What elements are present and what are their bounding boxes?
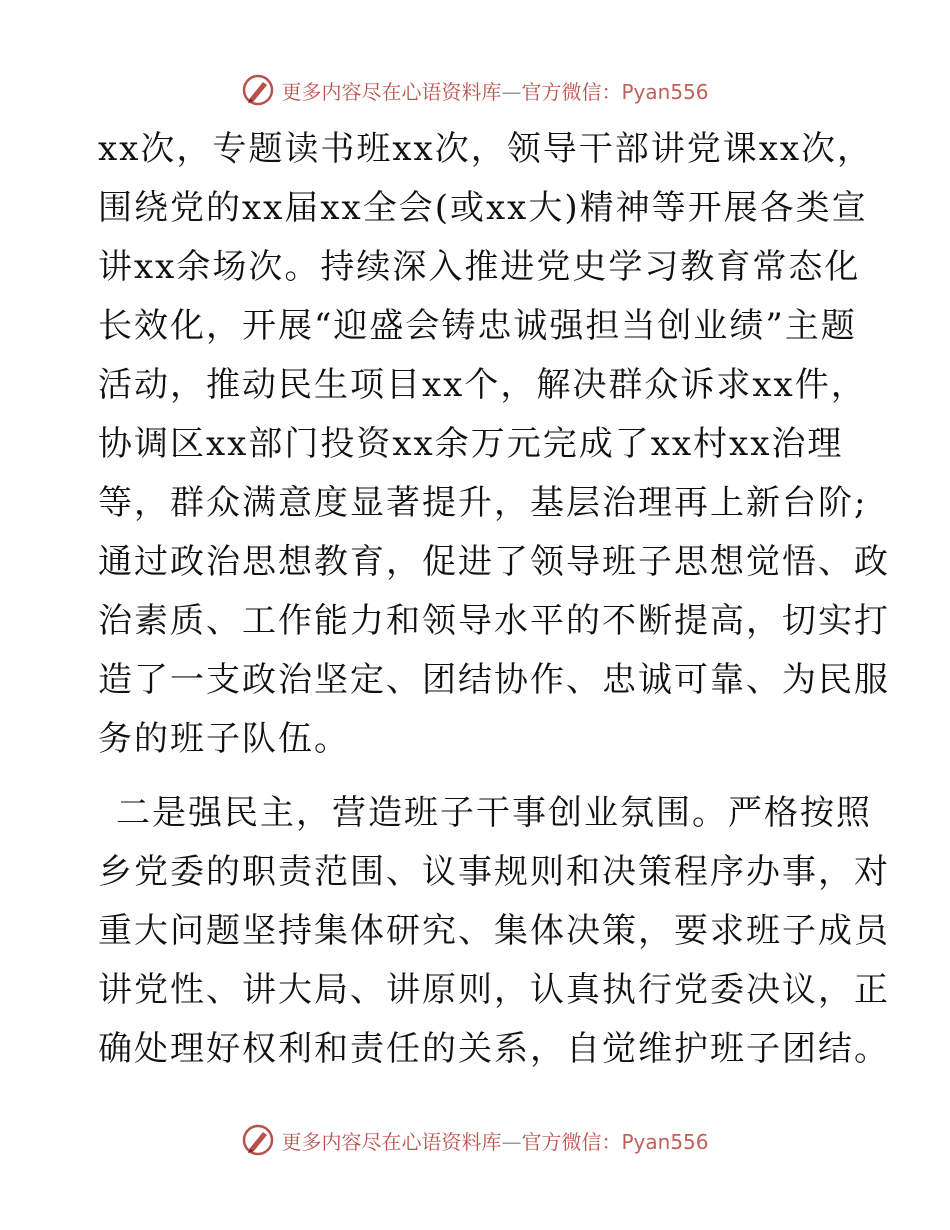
footer-watermark	[0, 1120, 950, 1160]
text-line: 讲xx余场次。持续深入推进党史学习教育常态化	[98, 247, 861, 287]
paragraph-gap	[98, 769, 858, 784]
paragraph-1	[98, 120, 890, 769]
text-line: 通过政治思想教育，促进了领导班子思想觉悟、政	[98, 542, 890, 582]
header-wechat-label: 官方微信：	[521, 79, 622, 104]
header-watermark	[0, 70, 950, 110]
paragraph-2	[98, 784, 890, 1079]
text-line: 活动，推动民生项目xx个，解决群众诉求xx件，	[98, 365, 867, 405]
text-line: 确处理好权利和责任的关系，自觉维护班子团结。	[98, 1029, 890, 1069]
text-line: 重大问题坚持集体研究、集体决策，要求班子成员	[98, 911, 890, 951]
text-line: 等，群众满意度显著提升，基层治理再上新台阶;	[98, 483, 868, 523]
header-separator: —	[501, 79, 522, 104]
text-line: 二是强民主，营造班子干事创业氛围。严格按照	[116, 793, 872, 833]
text-line: 协调区xx部门投资xx余万元完成了xx村xx治理	[98, 424, 844, 464]
text-line: 长效化，开展“迎盛会铸忠诚强担当创业绩”主题	[98, 306, 857, 346]
footer-separator: —	[501, 1129, 522, 1154]
header-wechat-id: Pyan556	[621, 79, 709, 104]
header-brand: 更多内容尽在心语资料库	[281, 79, 502, 104]
footer-brand: 更多内容尽在心语资料库	[281, 1129, 502, 1154]
text-line: 乡党委的职责范围、议事规则和决策程序办事，对	[98, 852, 890, 892]
pen-logo-icon	[241, 1123, 275, 1157]
footer-wechat-id: Pyan556	[621, 1129, 709, 1154]
text-line: 围绕党的xx届xx全会(或xx大)精神等开展各类宣	[98, 188, 868, 228]
text-line: xx次，专题读书班xx次，领导干部讲党课xx次，	[98, 129, 874, 169]
text-line: 治素质、工作能力和领导水平的不断提高，切实打	[98, 601, 890, 641]
text-line: 务的班子队伍。	[98, 719, 350, 759]
header-text	[281, 76, 708, 105]
pen-logo-icon	[241, 73, 275, 107]
footer-wechat-label: 官方微信：	[521, 1129, 622, 1154]
text-line: 讲党性、讲大局、讲原则，认真执行党委决议，正	[98, 970, 890, 1010]
footer-text	[281, 1126, 708, 1155]
document-body	[98, 120, 890, 1079]
text-line: 造了一支政治坚定、团结协作、忠诚可靠、为民服	[98, 660, 890, 700]
